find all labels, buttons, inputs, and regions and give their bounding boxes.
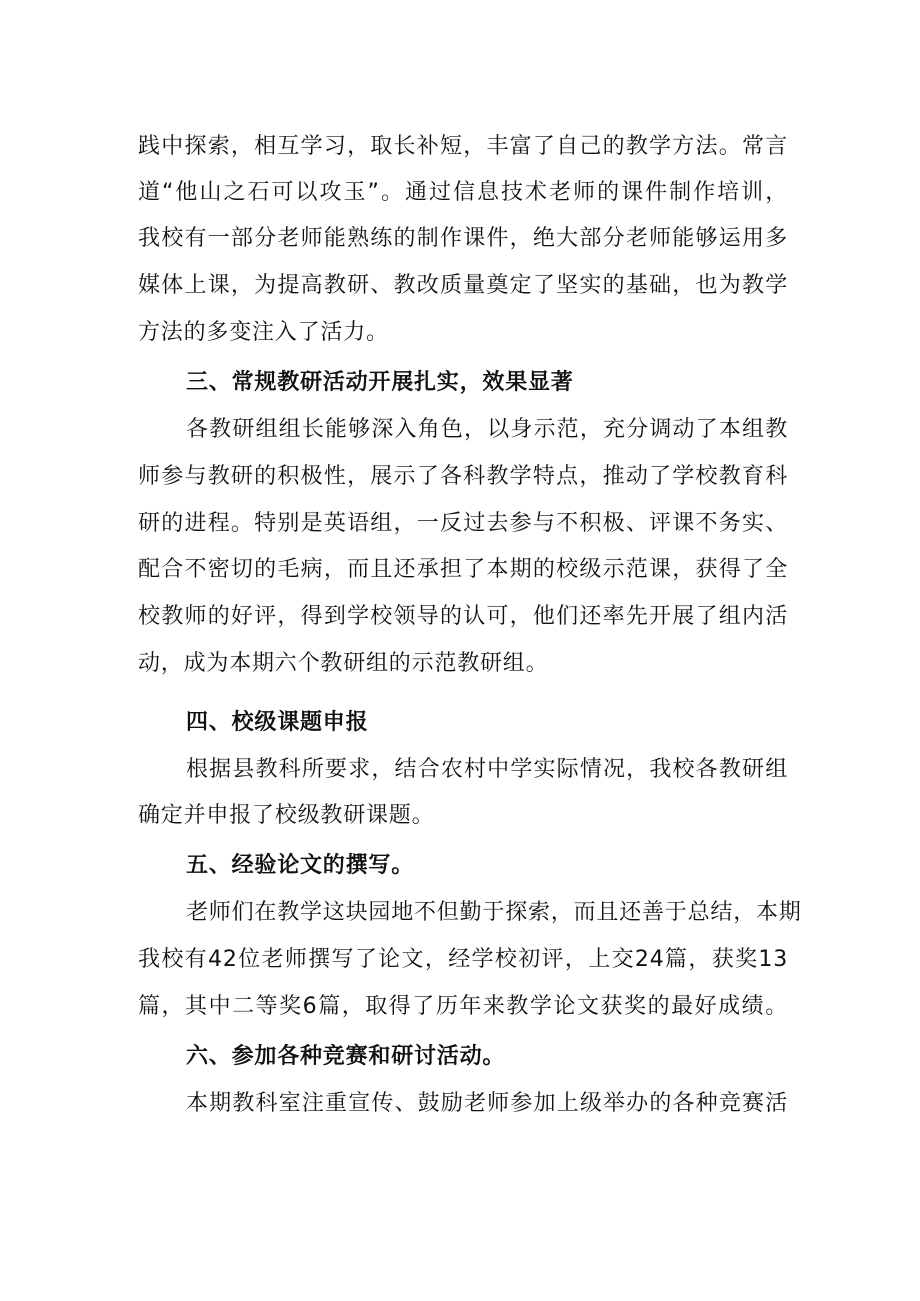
- paragraph-line: 道“他山之石可以攻玉”。通过信息技术老师的课件制作培训，: [138, 180, 788, 205]
- paragraph-line: 配合不密切的毛病，而且还承担了本期的校级示范课，获得了全: [138, 557, 788, 582]
- paragraph-line: 我校有42位老师撰写了论文，经学校初评，上交24篇，获奖13: [138, 947, 788, 972]
- paragraph-line: 各教研组组长能够深入角色，以身示范，充分调动了本组教: [186, 417, 788, 442]
- section-heading-4: 四、校级课题申报: [186, 710, 369, 735]
- paragraph-line: 确定并申报了校级教研课题。: [138, 803, 435, 828]
- paragraph-line: 媒体上课，为提高教研、教改质量奠定了坚实的基础，也为教学: [138, 273, 788, 298]
- paragraph-line: 师参与教研的积极性，展示了各科教学特点，推动了学校教育科: [138, 464, 788, 489]
- paragraph-line: 研的进程。特别是英语组，一反过去参与不积极、评课不务实、: [138, 511, 788, 536]
- paragraph-line: 践中探索，相互学习，取长补短，丰富了自己的教学方法。常言: [138, 134, 788, 159]
- paragraph-line: 动，成为本期六个教研组的示范教研组。: [138, 651, 549, 676]
- paragraph-line: 本期教科室注重宣传、鼓励老师参加上级举办的各种竞赛活: [186, 1091, 788, 1116]
- paragraph-line: 方法的多变注入了活力。: [138, 320, 389, 345]
- paragraph-line: 篇，其中二等奖6篇，取得了历年来教学论文获奖的最好成绩。: [138, 994, 788, 1019]
- section-heading-5: 五、经验论文的撰写。: [186, 853, 415, 878]
- paragraph-line: 老师们在教学这块园地不但勤于探索，而且还善于总结，本期: [186, 900, 802, 925]
- section-heading-6: 六、参加各种竞赛和研讨活动。: [186, 1044, 506, 1069]
- paragraph-line: 校教师的好评，得到学校领导的认可，他们还率先开展了组内活: [138, 604, 788, 629]
- paragraph-line: 根据县教科所要求，结合农村中学实际情况，我校各教研组: [186, 757, 788, 782]
- section-heading-3: 三、常规教研活动开展扎实，效果显著: [186, 370, 574, 395]
- paragraph-line: 我校有一部分老师能熟练的制作课件，绝大部分老师能够运用多: [138, 226, 788, 251]
